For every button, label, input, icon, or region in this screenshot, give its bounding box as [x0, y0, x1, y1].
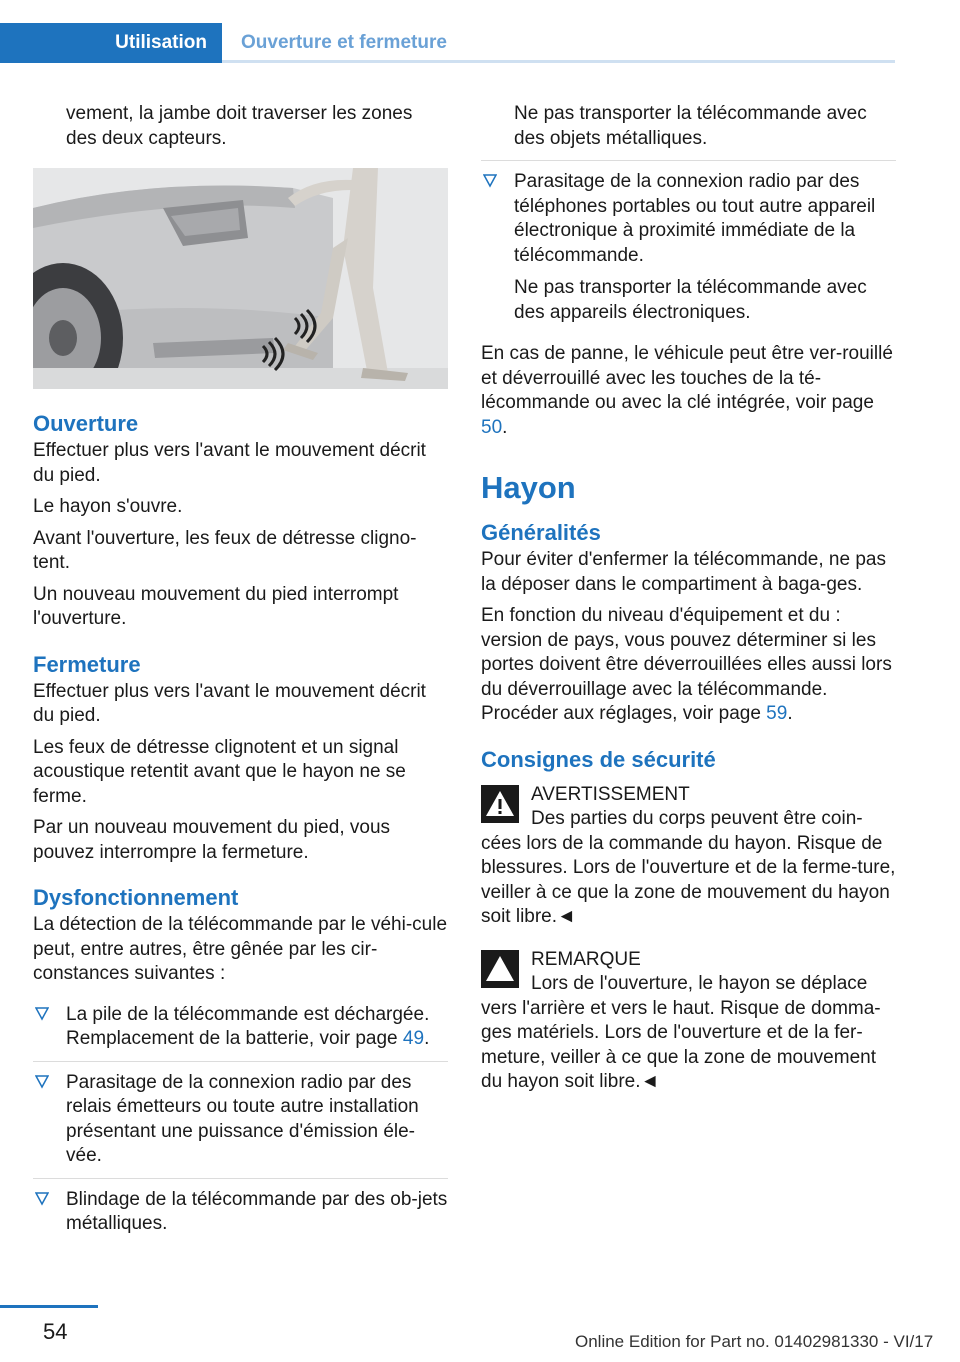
warning-body: Des parties du corps peuvent être coin‐cées lors de la commande du hayon. Risque de blessures. Lors de l'ouverture et de la ferme‐ture, veiller à ce que la zone de mouvement du hayon soit libre.◄	[481, 808, 896, 927]
page-link-49[interactable]: 49	[402, 1028, 425, 1049]
generalites-p2-text: En fonction du niveau d'équipement et du : version de pays, vous pouvez déterminer si les portes doivent être déverrouillées elles aussi lors du déverrouillage avec la télécommande. Procéder aux réglages, voir page	[481, 605, 892, 724]
generalites-p2-end: .	[787, 703, 793, 724]
heading-ouverture: Ouverture	[33, 411, 139, 436]
tab-ouverture-fermeture[interactable]: Ouverture et fermeture	[241, 32, 447, 53]
warning-block	[481, 783, 896, 930]
notice-block	[481, 948, 896, 1095]
heading-fermeture: Fermeture	[33, 651, 141, 677]
page-number-rule	[0, 1305, 98, 1308]
intro-paragraph: vement, la jambe doit traverser les zones des deux capteurs.	[66, 103, 413, 149]
notice-title: REMARQUE	[531, 948, 641, 970]
page-number: 54	[43, 1319, 68, 1344]
dysfonctionnement-list-continued	[481, 160, 896, 334]
bullet-text: Blindage de la télécommande par des ob‐jets métalliques.	[66, 1188, 448, 1234]
panne-end: .	[502, 416, 508, 438]
warning-triangle-icon	[481, 785, 519, 823]
bullet-triangle-icon	[35, 1006, 49, 1022]
ouverture-p3: Avant l'ouverture, les feux de détresse cligno‐tent.	[33, 527, 417, 573]
tailgate-illustration	[33, 168, 448, 389]
warning-title: AVERTISSEMENT	[531, 783, 690, 805]
heading-hayon: Hayon	[481, 470, 576, 505]
notice-body: Lors de l'ouverture, le hayon se déplace vers l'arrière et vers le haut. Risque de domma‐ges matériels. Lors de l'ouverture et de la fer‐meture, veiller à ce que la zone de mouvement du hayon soit libre.◄	[481, 973, 881, 1092]
generalites-p1: Pour éviter d'enfermer la télécommande, ne pas la déposer dans le compartiment à baga‐ges.	[481, 549, 886, 595]
bullet-end: .	[424, 1028, 430, 1049]
edition-footer: Online Edition for Part no. 01402981330 - VI/17	[575, 1332, 934, 1351]
list-item	[33, 994, 448, 1061]
page-link-50[interactable]: 50	[481, 416, 503, 438]
bullet-note: Ne pas transporter la télécommande avec des appareils électroniques.	[514, 277, 867, 323]
heading-consignes-securite: Consignes de sécurité	[481, 746, 716, 772]
tab-utilisation[interactable]: Utilisation	[0, 23, 222, 63]
bullet-text: Parasitage de la connexion radio par des relais émetteurs ou toute autre installation présentant une puissance d'émission éle‐vée.	[66, 1071, 419, 1166]
page-link-59[interactable]: 59	[766, 703, 788, 724]
generalites-p2	[481, 604, 896, 727]
dysfonctionnement-list	[33, 994, 448, 1246]
car-rear-foot-sensor-image	[33, 168, 448, 389]
bullet-continuation: Ne pas transporter la télécommande avec des objets métalliques.	[514, 103, 867, 149]
bullet-triangle-icon	[483, 173, 497, 189]
ouverture-p4: Un nouveau mouvement du pied interrompt l'ouverture.	[33, 583, 399, 629]
bullet-triangle-icon	[35, 1074, 49, 1090]
notice-triangle-icon	[481, 950, 519, 988]
fermeture-p3: Par un nouveau mouvement du pied, vous pouvez interrompre la fermeture.	[33, 817, 391, 863]
list-item	[33, 1061, 448, 1178]
right-column	[481, 102, 896, 1095]
bullet-triangle-icon	[35, 1191, 49, 1207]
left-column	[33, 102, 448, 1254]
heading-dysfonctionnement: Dysfonctionnement	[33, 885, 239, 910]
ouverture-p1: Effectuer plus vers l'avant le mouvement décrit du pied.	[33, 440, 426, 486]
bullet-text: La pile de la télécommande est déchargée. Remplacement de la batterie, voir page	[66, 1003, 430, 1049]
list-item	[33, 1178, 448, 1246]
fermeture-p2: Les feux de détresse clignotent et un signal acoustique retentit avant que le hayon ne se ferme.	[33, 736, 406, 807]
header-tabs	[0, 23, 895, 63]
header-rule	[222, 60, 895, 63]
panne-paragraph	[481, 342, 896, 440]
fermeture-p1: Effectuer plus vers l'avant le mouvement décrit du pied.	[33, 680, 426, 726]
dysfonctionnement-intro: La détection de la télécommande par le véhi‐cule peut, entre autres, être gênée par les cir‐constances suivantes :	[33, 914, 448, 984]
list-item	[481, 161, 896, 334]
heading-generalites: Généralités	[481, 520, 601, 545]
bullet-text: Parasitage de la connexion radio par des téléphones portables ou tout autre appareil électronique à proximité immédiate de la télécommande.	[514, 171, 876, 266]
ouverture-p2: Le hayon s'ouvre.	[33, 496, 183, 517]
panne-text: En cas de panne, le véhicule peut être ver‐rouillé et déverrouillé avec les touches de la té‐lécommande ou avec la clé intégrée, voir page	[481, 343, 893, 413]
